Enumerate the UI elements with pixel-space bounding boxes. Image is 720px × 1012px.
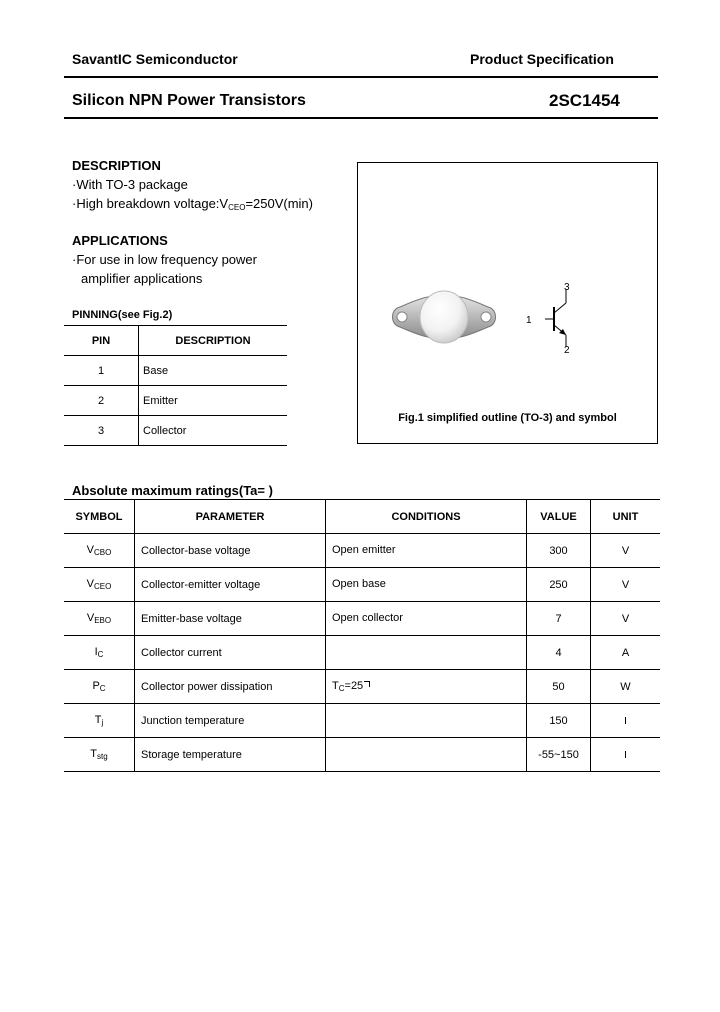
document-type: Product Specification bbox=[470, 51, 614, 67]
figure-caption: Fig.1 simplified outline (TO-3) and symbol bbox=[398, 412, 617, 424]
symbol-cell: $V_{CBO}$ bbox=[64, 534, 135, 568]
parameter-cell: Collector-emitter voltage bbox=[135, 568, 326, 602]
pin-header: PIN bbox=[64, 326, 139, 356]
table-row bbox=[64, 704, 660, 738]
symbol-header: SYMBOL bbox=[64, 500, 135, 534]
value-cell: 4 bbox=[527, 636, 591, 670]
value-cell: 300 bbox=[527, 534, 591, 568]
conditions-cell bbox=[326, 704, 527, 738]
unit-cell: W bbox=[591, 670, 661, 704]
table-row bbox=[64, 356, 287, 386]
value-cell: 250 bbox=[527, 568, 591, 602]
table-row bbox=[64, 738, 660, 772]
pin-number: 2 bbox=[64, 386, 139, 416]
symbol-cell: $P_C$ bbox=[64, 670, 135, 704]
conditions-cell: Open base bbox=[326, 568, 527, 602]
company-name: SavantIC Semiconductor bbox=[72, 51, 238, 67]
value-header: VALUE bbox=[527, 500, 591, 534]
description-title: DESCRIPTION bbox=[72, 158, 161, 173]
value-cell: 7 bbox=[527, 602, 591, 636]
unit-cell: V bbox=[591, 602, 661, 636]
to3-package-outline bbox=[388, 281, 500, 353]
pin-number: 3 bbox=[64, 416, 139, 446]
parameter-cell: Collector power dissipation bbox=[135, 670, 326, 704]
unit-header: UNIT bbox=[591, 500, 661, 534]
pinning-header-row bbox=[64, 326, 287, 356]
conditions-cell: Open emitter bbox=[326, 534, 527, 568]
conditions-cell: $T_C=25$ bbox=[326, 670, 527, 704]
unit-cell bbox=[591, 738, 661, 772]
value-cell: -55~150 bbox=[527, 738, 591, 772]
header-rule-bottom bbox=[64, 117, 658, 119]
unit-cell: V bbox=[591, 534, 661, 568]
symbol-cell: $V_{CEO}$ bbox=[64, 568, 135, 602]
applications-title: APPLICATIONS bbox=[72, 233, 168, 248]
conditions-cell: Open collector bbox=[326, 602, 527, 636]
parameter-cell: Storage temperature bbox=[135, 738, 326, 772]
parameter-header: PARAMETER bbox=[135, 500, 326, 534]
pin-description-header: DESCRIPTION bbox=[175, 334, 251, 347]
applications-line-2: amplifier applications bbox=[81, 271, 203, 286]
unit-cell bbox=[591, 704, 661, 738]
description-item-2: ·High breakdown $voltage:V_{CEO}=250V(\min)$ bbox=[72, 196, 313, 212]
table-row bbox=[64, 602, 660, 636]
parameter-cell: Emitter-base voltage bbox=[135, 602, 326, 636]
pinning-table bbox=[64, 325, 287, 446]
description-item-1: ·With TO-3 package bbox=[72, 177, 188, 192]
parameter-cell: Junction temperature bbox=[135, 704, 326, 738]
ratings-title: Absolute maximum ratings(Ta= ) bbox=[72, 483, 273, 498]
value-cell: 50 bbox=[527, 670, 591, 704]
unit-cell: V bbox=[591, 568, 661, 602]
pin-description: Collector bbox=[143, 424, 187, 437]
unit-glyph bbox=[625, 717, 626, 724]
pin-label-collector: 3 bbox=[564, 282, 570, 293]
conditions-cell bbox=[326, 738, 527, 772]
table-row bbox=[64, 636, 660, 670]
ratings-header-row bbox=[64, 500, 660, 534]
pin-label-emitter: 2 bbox=[564, 345, 570, 356]
table-row bbox=[64, 416, 287, 446]
header-rule-top bbox=[64, 76, 658, 78]
table-row bbox=[64, 386, 287, 416]
figure-box bbox=[357, 162, 658, 444]
conditions-cell bbox=[326, 636, 527, 670]
symbol-cell: $I_C$ bbox=[64, 636, 135, 670]
product-line: Silicon NPN Power Transistors bbox=[72, 92, 306, 109]
table-row bbox=[64, 670, 660, 704]
applications-line-1: ·For use in low frequency power bbox=[72, 252, 257, 267]
parameter-cell: Collector current bbox=[135, 636, 326, 670]
pinning-title: PINNING(see Fig.2) bbox=[72, 309, 173, 321]
symbol-cell: $V_{EBO}$ bbox=[64, 602, 135, 636]
symbol-cell: $T_{stg}$ bbox=[64, 738, 135, 772]
part-number: 2SC1454 bbox=[549, 91, 620, 110]
pin-description: Base bbox=[143, 364, 169, 377]
degree-glyph bbox=[364, 681, 370, 687]
unit-glyph bbox=[625, 751, 626, 758]
pin-description: Emitter bbox=[143, 394, 178, 407]
pin-number: 1 bbox=[64, 356, 139, 386]
table-row bbox=[64, 568, 660, 602]
symbol-cell: $T_j$ bbox=[64, 704, 135, 738]
ratings-table bbox=[64, 499, 660, 772]
parameter-cell: Collector-base voltage bbox=[135, 534, 326, 568]
conditions-header: CONDITIONS bbox=[326, 500, 527, 534]
table-row bbox=[64, 534, 660, 568]
unit-cell: A bbox=[591, 636, 661, 670]
pin-label-base: 1 bbox=[526, 315, 532, 326]
value-cell: 150 bbox=[527, 704, 591, 738]
